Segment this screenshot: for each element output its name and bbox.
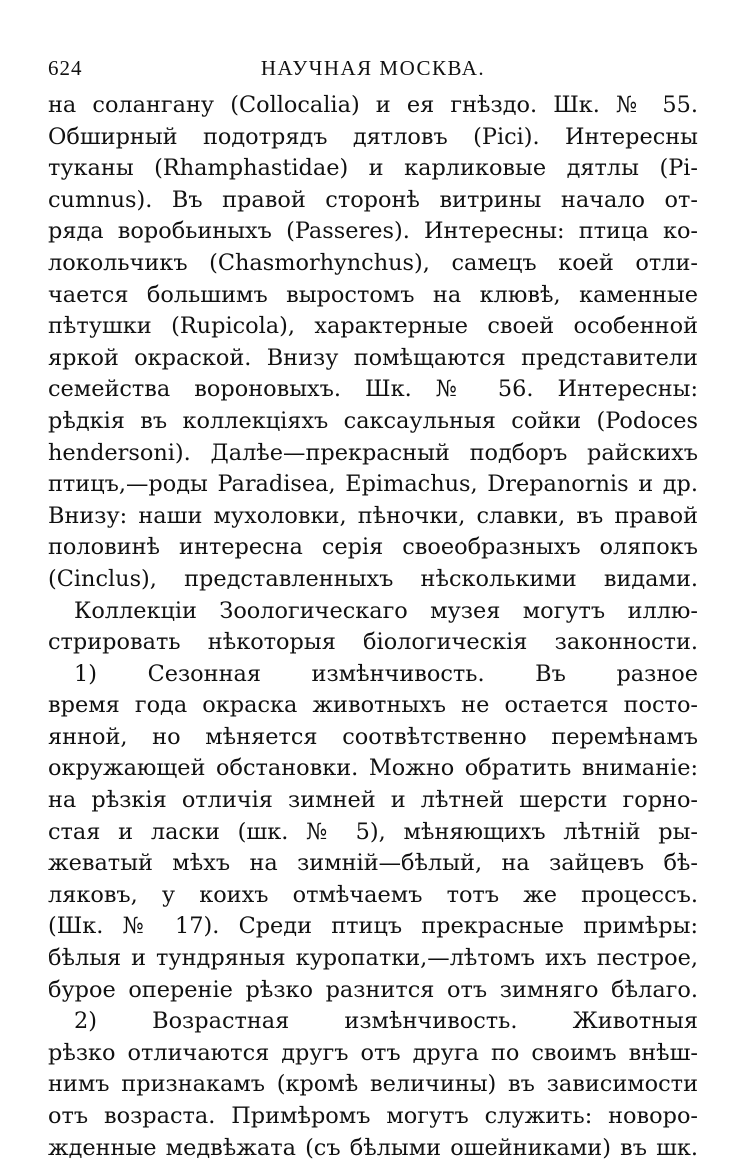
text-line: яркой окраской. Внизу помѣщаются представители <box>48 344 698 371</box>
book-page <box>48 50 698 1161</box>
text-line: рѣдкія въ коллекціяхъ саксаульныя сойки (Podoces <box>48 407 698 434</box>
text-line: половинѣ интересна серія своеобразныхъ оляпокъ <box>48 534 698 561</box>
text-line: птицъ,—роды Paradisea, Epimachus, Drepanornis и др. <box>48 471 698 498</box>
text-line: чается большимъ выростомъ на клювѣ, каменные <box>48 281 698 308</box>
text-line: 2) Возрастная измѣнчивость. Животныя <box>74 1008 698 1035</box>
text-line: ряда воробьиныхъ (Passeres). Интересны: птица ко- <box>48 218 698 245</box>
text-line: нимъ признакамъ (кромѣ величины) въ зависимости <box>48 1071 698 1098</box>
text-line: стая и ласки (шк. № 5), мѣняющихъ лѣтній ры- <box>48 818 698 845</box>
text-line: жденные медвѣжата (съ бѣлыми ошейниками) въ шк. <box>48 1134 698 1161</box>
running-title: НАУЧНАЯ МОСКВА. <box>260 56 486 80</box>
text-line: время года окраска животныхъ не остается посто- <box>48 692 698 719</box>
text-line: янной, но мѣняется соотвѣтственно перемѣнамъ <box>48 723 698 750</box>
text-line: локольчикъ (Chasmorhynchus), самецъ коей отли- <box>48 249 698 276</box>
text-line: Обширный подотрядъ дятловъ (Pici). Интересны <box>48 123 698 150</box>
text-line: рѣзко отличаются другъ отъ друга по своимъ внѣш- <box>48 1039 698 1066</box>
text-line: Коллекціи Зоологическаго музея могутъ иллю- <box>74 597 698 624</box>
text-line: жеватый мѣхъ на зимній—бѣлый, на зайцевъ бѣ- <box>48 850 698 877</box>
text-line: cumnus). Въ правой сторонѣ витрины начало от- <box>48 186 698 213</box>
text-line: Внизу: наши мухоловки, пѣночки, славки, въ правой <box>48 502 698 529</box>
text-line: бурое опереніе рѣзко разнится отъ зимняго бѣлаго. <box>48 976 698 1003</box>
text-line: бѣлыя и тундряныя куропатки,—лѣтомъ ихъ пестрое, <box>48 945 698 972</box>
text-line: семейства вороновыхъ. Шк. № 56. Интересны: <box>48 376 698 403</box>
text-line: туканы (Rhamphastidae) и карликовые дятлы (Pi- <box>48 155 698 182</box>
text-line: (Cinclus), представленныхъ нѣсколькими видами. <box>48 565 698 592</box>
body-text <box>48 90 698 1164</box>
text-line: hendersoni). Далѣе—прекрасный подборъ райскихъ <box>48 439 698 466</box>
text-line: ляковъ, у коихъ отмѣчаемъ тотъ же процессъ. <box>48 881 698 908</box>
text-line: на рѣзкія отличія зимней и лѣтней шерсти горно- <box>48 787 698 814</box>
text-line: на солангану (Collocalia) и ея гнѣздо. Шк. № 55. <box>48 92 698 118</box>
text-line: отъ возраста. Примѣромъ могутъ служить: новоро- <box>48 1103 698 1129</box>
page-header <box>48 50 698 90</box>
text-line: стрировать нѣкоторыя біологическія законности. <box>48 629 698 656</box>
text-line: 1) Сезонная измѣнчивость. Въ разное <box>74 660 698 687</box>
text-line: (Шк. № 17). Среди птицъ прекрасные примѣры: <box>48 913 698 940</box>
page-number: 624 <box>48 56 83 80</box>
text-line: окружающей обстановки. Можно обратить вниманіе: <box>48 755 698 782</box>
text-line: пѣтушки (Rupicola), характерные своей особенной <box>48 313 698 340</box>
